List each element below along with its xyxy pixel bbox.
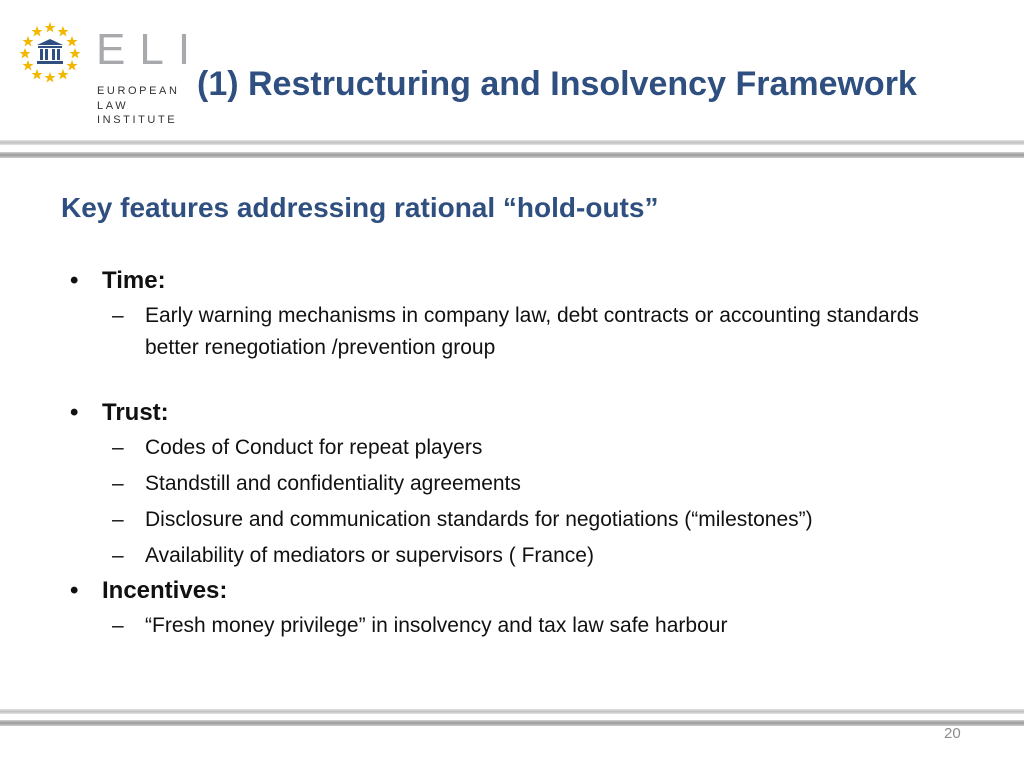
bullet-dot-icon: • xyxy=(70,577,79,604)
logo-line-institute: INSTITUTE xyxy=(97,114,178,126)
eli-logo xyxy=(18,20,205,130)
dash-icon: – xyxy=(112,436,124,459)
bullet-time xyxy=(70,262,970,300)
bullet-heading: Time: xyxy=(102,267,166,294)
sub-item-text: “Fresh money privilege” in insolvency and tax law safe harbour xyxy=(145,614,728,637)
logo-line-european: EUROPEAN xyxy=(97,85,180,97)
bullet-incentives xyxy=(70,572,970,610)
dash-icon: – xyxy=(112,508,124,531)
logo-subtext xyxy=(97,84,180,128)
sub-item-text: Standstill and confidentiality agreements xyxy=(145,472,521,495)
sub-item xyxy=(70,504,970,536)
dash-icon: – xyxy=(112,304,124,327)
footer-divider-upper xyxy=(0,709,1024,714)
sub-item-text: Codes of Conduct for repeat players xyxy=(145,436,483,459)
sub-item xyxy=(70,300,970,364)
sub-item xyxy=(70,540,970,572)
sub-item xyxy=(70,432,970,464)
sub-item-text: Availability of mediators or supervisors ( France) xyxy=(145,544,594,567)
logo-wordmark: ELI xyxy=(96,25,205,74)
dash-icon: – xyxy=(112,544,124,567)
footer-divider-lower xyxy=(0,720,1024,726)
bullet-list xyxy=(70,262,970,642)
slide-title: (1) Restructuring and Insolvency Framework xyxy=(197,65,917,103)
bullet-dot-icon: • xyxy=(70,399,79,426)
bullet-heading: Incentives: xyxy=(102,577,228,604)
eu-stars-icon xyxy=(18,20,82,84)
page-number: 20 xyxy=(944,725,961,742)
bullet-dot-icon: • xyxy=(70,267,79,294)
header-divider-upper xyxy=(0,140,1024,145)
logo-line-law: LAW xyxy=(97,99,129,112)
dash-icon: – xyxy=(112,472,124,495)
sub-item-text: Disclosure and communication standards for negotiations (“milestones”) xyxy=(145,508,813,531)
bullet-heading: Trust: xyxy=(102,399,169,426)
sub-item xyxy=(70,610,970,642)
bullet-trust xyxy=(70,394,970,432)
sub-item xyxy=(70,468,970,500)
dash-icon: – xyxy=(112,614,124,637)
slide-subtitle: Key features addressing rational “hold-outs” xyxy=(61,192,659,223)
header-divider-lower xyxy=(0,152,1024,158)
sub-item-text: Early warning mechanisms in company law, debt contracts or accounting standards better renegotiation /prevention group xyxy=(145,304,919,359)
